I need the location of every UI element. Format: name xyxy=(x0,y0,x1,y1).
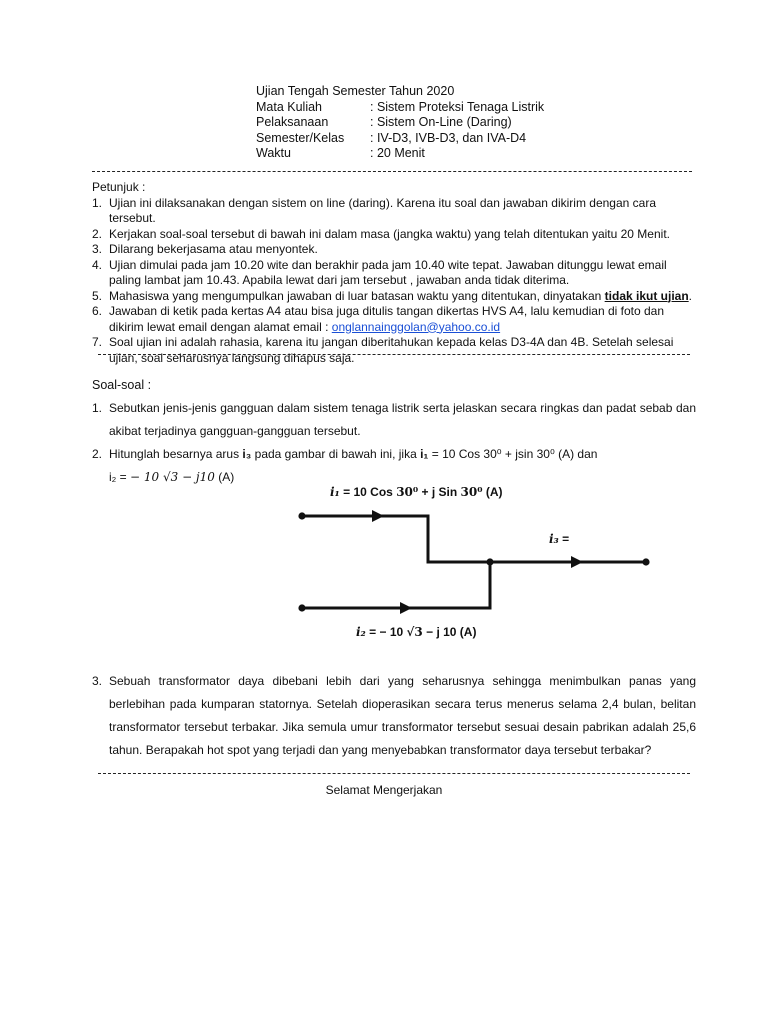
i1-wire xyxy=(302,516,490,562)
question-number: 1. xyxy=(92,401,103,415)
i2-wire xyxy=(302,562,490,608)
arrow-i2-icon xyxy=(400,602,412,614)
i1-eq: = 10 Cos xyxy=(339,485,397,499)
i3-eq: = xyxy=(558,532,570,546)
current-i1-var: i₁ xyxy=(420,447,429,461)
current-i2-var: i₂ xyxy=(109,470,117,484)
current-i3-var: i₃ xyxy=(242,447,252,461)
i2-var: i₂ xyxy=(356,625,366,639)
header-label: Semester/Kelas xyxy=(256,130,345,145)
item-number: 5. xyxy=(92,288,103,303)
formula-unit: (A) xyxy=(214,470,235,484)
junction-dot xyxy=(486,558,493,565)
i1-angle: 30⁰ xyxy=(396,485,419,499)
emphasis-text: tidak ikut ujian xyxy=(604,288,689,303)
item-text-part: Jawaban di ketik pada kertas A4 atau bisa juga ditulis tangan dikertas HVS A4, lalu kemudian di foto dan dikirim lewat email dengan alamat email : xyxy=(109,304,665,334)
header-value: : 20 Menit xyxy=(370,146,425,160)
email-link[interactable]: onglannainggolan@yahoo.co.id xyxy=(331,319,501,334)
item-number: 7. xyxy=(92,335,103,349)
header-label: Waktu xyxy=(256,146,291,160)
i1-mid: + j Sin xyxy=(418,485,461,499)
dashed-divider xyxy=(98,773,690,774)
arrow-i1-icon xyxy=(372,510,384,522)
item-text: Soal ujian ini adalah rahasia, karena itu jangan diberitahukan kepada kelas D3-4A dan 4B. Setelah selesai ujian, soal seharusnya langsung dihapus saja. xyxy=(109,335,674,365)
question-number: 3. xyxy=(92,674,103,688)
header-value: : Sistem On-Line (Daring) xyxy=(370,115,512,129)
i2-label xyxy=(356,625,476,639)
i1-angle: 30⁰ xyxy=(460,485,483,499)
header-label: Mata Kuliah xyxy=(256,99,323,114)
questions-title: Soal-soal : xyxy=(92,378,152,392)
item-text: Ujian ini dilaksanakan dengan sistem on line (daring). Karena itu soal dan jawaban dikirim dengan cara tersebut. xyxy=(109,195,656,225)
question-text-part: = 10 Cos 30⁰ + jsin 30⁰ (A) dan xyxy=(428,447,598,461)
item-number: 3. xyxy=(92,242,103,256)
item-text: Kerjakan soal-soal tersebut di bawah ini dalam masa (jangka waktu) yang telah ditentukan yaitu 20 Menit. xyxy=(109,226,670,241)
i2-rest: − j 10 (A) xyxy=(422,625,477,639)
header-value: : IV-D3, IVB-D3, dan IVA-D4 xyxy=(370,130,527,145)
i3-label xyxy=(549,532,569,546)
node-dot xyxy=(298,512,305,519)
i1-unit: (A) xyxy=(482,485,503,499)
question-text: Sebutkan jenis-jenis gangguan dalam sistem tenaga listrik serta jelaskan secara ringkas dan padat sebab dan akibat terjadinya gangguan-gangguan tersebut. xyxy=(109,401,696,438)
item-number: 6. xyxy=(92,304,103,318)
item-number: 1. xyxy=(92,195,103,210)
i1-var: i₁ xyxy=(330,485,340,499)
node-dot xyxy=(642,558,649,565)
closing-text: Selamat Mengerjakan xyxy=(325,783,443,797)
item-text-part: . xyxy=(688,288,693,303)
question-text-part: Hitunglah besarnya arus xyxy=(109,447,243,461)
i3-var: i₃ xyxy=(549,532,559,546)
formula-eq: = xyxy=(116,470,131,484)
item-text: Dilarang bekerjasama atau menyontek. xyxy=(109,242,318,256)
question-text-part: pada gambar di bawah ini, jika xyxy=(251,447,421,461)
item-text: Ujian dimulai pada jam 10.20 wite dan berakhir pada jam 10.40 wite tepat. Jawaban ditunggu lewat email paling lambat jam 10.43. Apabila lewat dari jam tersebut , jawaban anda tidak diterima. xyxy=(109,257,667,287)
question-number: 2. xyxy=(92,447,103,461)
i2-root: √3 xyxy=(406,625,423,639)
header-label: Pelaksanaan xyxy=(256,115,329,129)
question-3 xyxy=(92,670,696,762)
i2-eq: = − 10 xyxy=(365,625,407,639)
arrow-i3-icon xyxy=(571,556,583,568)
i1-label xyxy=(330,485,503,499)
header-value: : Sistem Proteksi Tenaga Listrik xyxy=(370,99,545,114)
node-dot xyxy=(298,604,305,611)
item-number: 2. xyxy=(92,226,103,241)
exam-title: Ujian Tengah Semester Tahun 2020 xyxy=(256,84,455,98)
item-text-part: Mahasiswa yang mengumpulkan jawaban di luar batasan waktu yang ditentukan, dinyatakan xyxy=(109,288,605,303)
instructions-title: Petunjuk : xyxy=(92,180,146,194)
question-text: Sebuah transformator daya dibebani lebih dari yang seharusnya sehingga menimbulkan panas yang berlebihan pada kumparan statornya. Setelah dioperasikan secara terus menerus selama 2,4 bulan, belitan transformator tersebut terbakar. Jika semula umur transformator tersebut sesuai desain pabrikan adalah 25,6 tahun. Berapakah hot spot yang terjadi dan yang menyebabkan transformator daya tersebut terbakar? xyxy=(109,674,696,757)
formula-math: − 10 √3 − j10 xyxy=(130,470,215,484)
item-number: 4. xyxy=(92,257,103,272)
